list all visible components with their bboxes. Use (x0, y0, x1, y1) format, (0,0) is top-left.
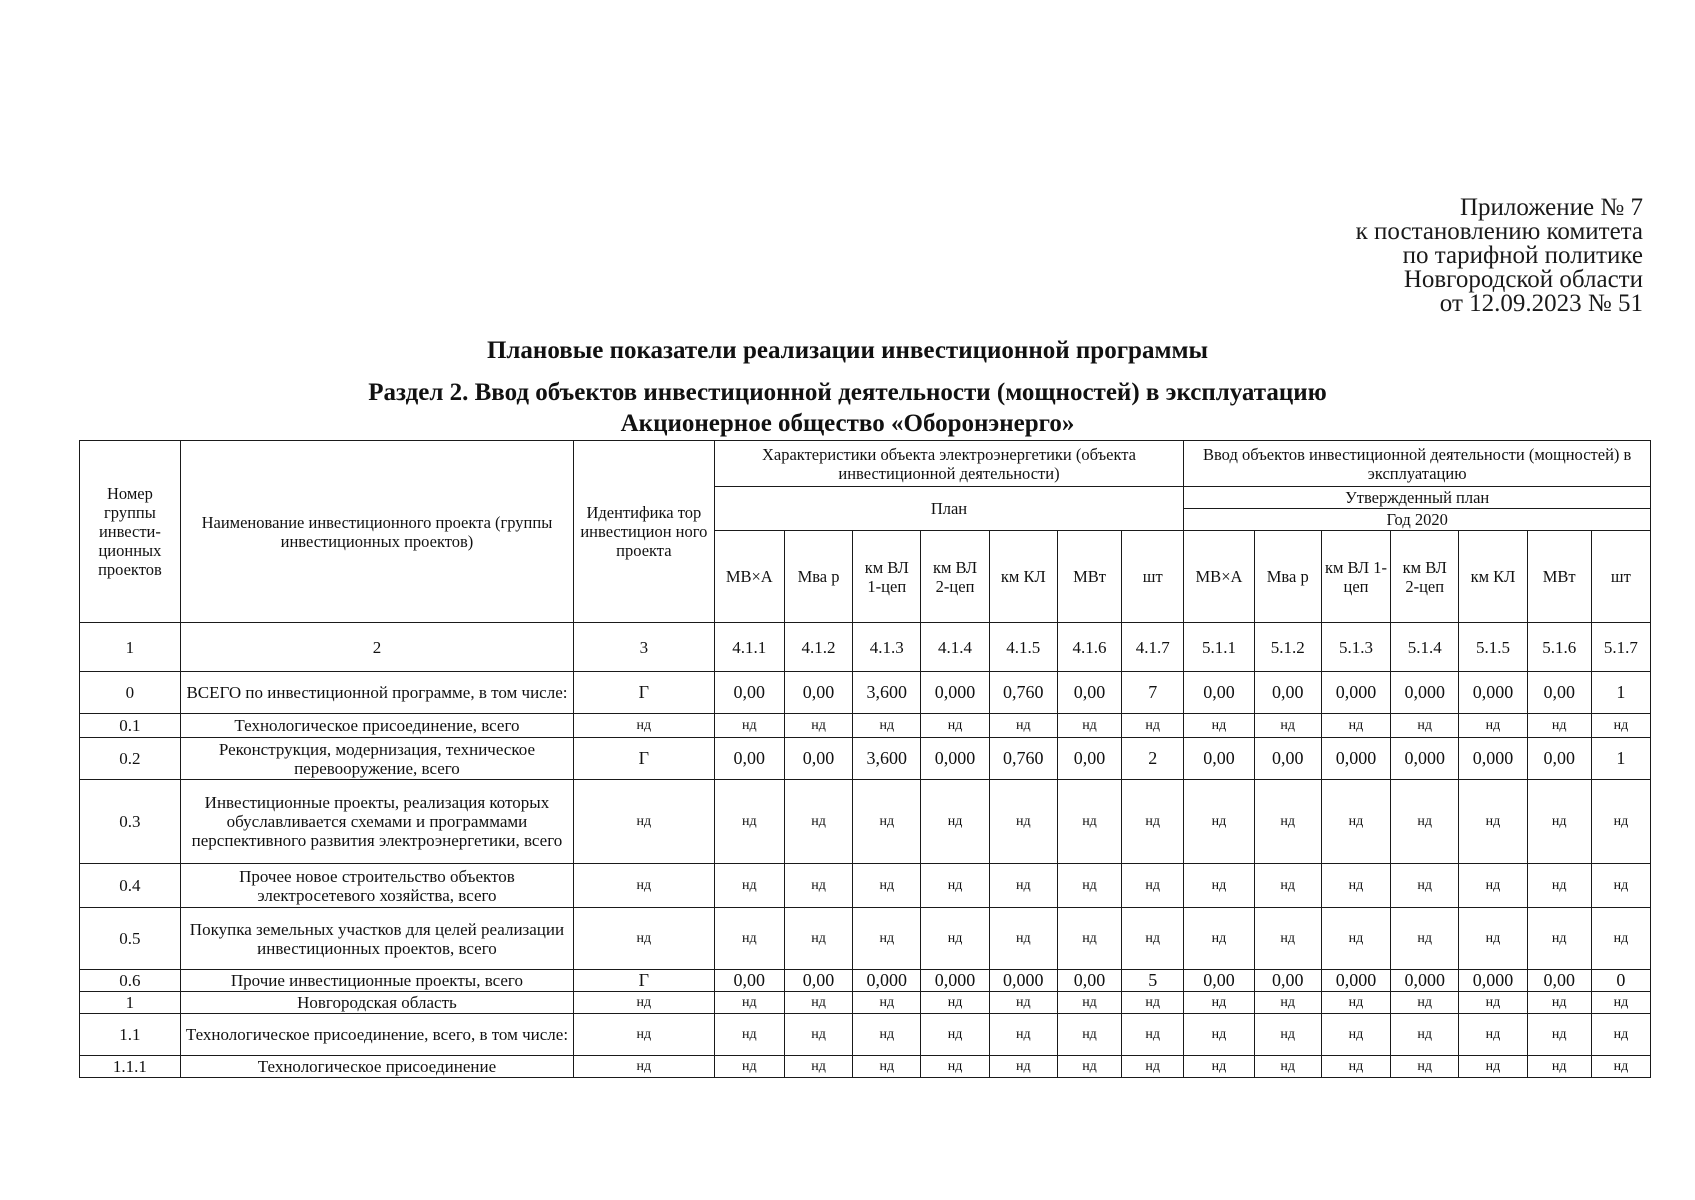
row-value: нд (1527, 864, 1591, 908)
row-value: 0,000 (1459, 970, 1527, 992)
table-row (80, 1056, 1651, 1078)
appendix-line: по тарифной политике (1402, 242, 1643, 269)
row-value: нд (1591, 992, 1650, 1014)
row-value: 0,00 (1057, 970, 1121, 992)
row-number: 0.5 (80, 908, 181, 970)
column-index-cell: 5.1.5 (1459, 623, 1527, 672)
row-value: нд (714, 1056, 784, 1078)
row-value: нд (1122, 908, 1184, 970)
row-value: 0 (1591, 970, 1650, 992)
column-index-cell: 4.1.4 (921, 623, 989, 672)
row-value: нд (1459, 780, 1527, 864)
row-project-name: Покупка земельных участков для целей реализации инвестиционных проектов, всего (180, 908, 573, 970)
row-value: 0,00 (1527, 738, 1591, 780)
row-identifier: нд (574, 992, 715, 1014)
column-index-cell: 5.1.1 (1184, 623, 1254, 672)
row-value: нд (784, 992, 852, 1014)
row-value: 3,600 (853, 672, 921, 714)
row-number: 0.3 (80, 780, 181, 864)
row-value: нд (1527, 992, 1591, 1014)
row-value: 0,760 (989, 738, 1057, 780)
row-value: 0,00 (714, 970, 784, 992)
row-value: 2 (1122, 738, 1184, 780)
row-value: 1 (1591, 738, 1650, 780)
row-value: нд (989, 1014, 1057, 1056)
table-row (80, 738, 1651, 780)
row-value: нд (1184, 908, 1254, 970)
row-value: нд (1459, 992, 1527, 1014)
row-value: нд (1254, 1056, 1321, 1078)
row-value: 0,760 (989, 672, 1057, 714)
header-unit: Мва р (1254, 531, 1321, 623)
row-value: 0,00 (1184, 970, 1254, 992)
row-value: 1 (1591, 672, 1650, 714)
row-value: нд (1184, 864, 1254, 908)
row-value: нд (1391, 1056, 1459, 1078)
header-unit: МВт (1527, 531, 1591, 623)
row-value: 0,000 (921, 738, 989, 780)
column-index-cell: 5.1.6 (1527, 623, 1591, 672)
header-unit: км КЛ (989, 531, 1057, 623)
row-value: нд (1321, 908, 1390, 970)
header-characteristics: Характеристики объекта электроэнергетики (объекта инвестиционной деятельности) (714, 441, 1184, 487)
row-value: нд (853, 714, 921, 738)
row-value: нд (921, 864, 989, 908)
row-value: 0,00 (1527, 672, 1591, 714)
row-value: нд (1459, 714, 1527, 738)
table-row (80, 908, 1651, 970)
row-value: 0,000 (1321, 672, 1390, 714)
header-unit: км ВЛ 2-цеп (921, 531, 989, 623)
appendix-block (1123, 196, 1643, 316)
row-value: 0,000 (1321, 970, 1390, 992)
row-value: нд (1254, 992, 1321, 1014)
header-unit: МВ×А (714, 531, 784, 623)
header-unit: шт (1122, 531, 1184, 623)
row-value: нд (1122, 714, 1184, 738)
table-row (80, 714, 1651, 738)
column-index-row (80, 623, 1651, 672)
column-index-cell: 4.1.5 (989, 623, 1057, 672)
column-index-cell: 5.1.7 (1591, 623, 1650, 672)
column-index-cell: 4.1.2 (784, 623, 852, 672)
header-unit: МВт (1057, 531, 1121, 623)
row-value: нд (1057, 714, 1121, 738)
row-identifier: нд (574, 908, 715, 970)
row-number: 0 (80, 672, 181, 714)
row-identifier: Г (574, 738, 715, 780)
header-unit: км ВЛ 1-цеп (1321, 531, 1390, 623)
header-commissioning: Ввод объектов инвестиционной деятельности (мощностей) в эксплуатацию (1184, 441, 1651, 487)
header-group-number: Номер группы инвести-ционных проектов (80, 441, 181, 623)
row-value: нд (1321, 1014, 1390, 1056)
row-number: 1.1 (80, 1014, 181, 1056)
row-value: нд (1459, 908, 1527, 970)
row-value: 0,000 (1459, 672, 1527, 714)
row-value: нд (1527, 1056, 1591, 1078)
row-value: нд (1122, 1014, 1184, 1056)
row-value: нд (1057, 780, 1121, 864)
row-value: нд (784, 864, 852, 908)
table-header (80, 441, 1651, 623)
row-identifier: нд (574, 780, 715, 864)
table-row (80, 672, 1651, 714)
row-value: 0,000 (921, 970, 989, 992)
appendix-line: от 12.09.2023 № 51 (1439, 290, 1643, 317)
row-value: нд (1254, 864, 1321, 908)
row-value: нд (989, 780, 1057, 864)
row-value: нд (1391, 1014, 1459, 1056)
row-value: 0,00 (1057, 672, 1121, 714)
header-unit: км ВЛ 1-цеп (853, 531, 921, 623)
row-value: нд (853, 908, 921, 970)
row-value: 0,00 (714, 672, 784, 714)
row-value: 7 (1122, 672, 1184, 714)
row-value: нд (921, 714, 989, 738)
row-value: нд (1391, 714, 1459, 738)
row-value: 0,00 (1184, 738, 1254, 780)
row-project-name: Прочие инвестиционные проекты, всего (180, 970, 573, 992)
row-value: нд (1321, 780, 1390, 864)
row-value: 0,000 (853, 970, 921, 992)
row-value: 3,600 (853, 738, 921, 780)
row-value: нд (989, 714, 1057, 738)
row-project-name: Технологическое присоединение, всего, в том числе: (180, 1014, 573, 1056)
row-value: нд (784, 1056, 852, 1078)
table-row (80, 1014, 1651, 1056)
row-value: 0,00 (1057, 738, 1121, 780)
row-value: нд (1527, 1014, 1591, 1056)
column-index-cell: 4.1.1 (714, 623, 784, 672)
column-index-cell: 4.1.3 (853, 623, 921, 672)
row-project-name: Инвестиционные проекты, реализация которых обуславливается схемами и программами перспективного развития электроэнергетики, всего (180, 780, 573, 864)
row-value: нд (1122, 780, 1184, 864)
row-number: 0.2 (80, 738, 181, 780)
row-value: нд (1254, 908, 1321, 970)
row-value: нд (714, 1014, 784, 1056)
row-number: 0.1 (80, 714, 181, 738)
row-value: 0,00 (784, 970, 852, 992)
row-number: 1.1.1 (80, 1056, 181, 1078)
row-value: нд (1122, 1056, 1184, 1078)
row-value: нд (1254, 714, 1321, 738)
row-value: нд (1591, 1056, 1650, 1078)
row-value: нд (784, 780, 852, 864)
row-value: нд (853, 864, 921, 908)
row-value: нд (853, 1056, 921, 1078)
table-row (80, 864, 1651, 908)
column-index-cell: 5.1.3 (1321, 623, 1390, 672)
row-value: нд (1057, 908, 1121, 970)
column-index-cell: 2 (180, 623, 573, 672)
column-index-cell: 5.1.4 (1391, 623, 1459, 672)
row-value: нд (1459, 1056, 1527, 1078)
row-project-name: Технологическое присоединение (180, 1056, 573, 1078)
row-value: нд (989, 1056, 1057, 1078)
row-value: нд (1057, 992, 1121, 1014)
row-project-name: ВСЕГО по инвестиционной программе, в том числе: (180, 672, 573, 714)
row-value: 0,000 (1459, 738, 1527, 780)
row-value: нд (1391, 864, 1459, 908)
header-unit: МВ×А (1184, 531, 1254, 623)
row-value: нд (714, 992, 784, 1014)
row-value: 0,000 (921, 672, 989, 714)
row-value: нд (1184, 992, 1254, 1014)
row-value: 0,00 (714, 738, 784, 780)
row-project-name: Прочее новое строительство объектов электросетевого хозяйства, всего (180, 864, 573, 908)
row-value: 0,00 (784, 738, 852, 780)
row-value: нд (1527, 714, 1591, 738)
row-value: нд (1591, 780, 1650, 864)
header-unit: км ВЛ 2-цеп (1391, 531, 1459, 623)
row-value: нд (1527, 908, 1591, 970)
column-index-cell: 1 (80, 623, 181, 672)
header-identifier: Идентифика тор инвестицион ного проекта (574, 441, 715, 623)
row-number: 0.6 (80, 970, 181, 992)
row-value: нд (1122, 864, 1184, 908)
row-value: нд (1184, 714, 1254, 738)
row-value: нд (989, 864, 1057, 908)
row-identifier: нд (574, 714, 715, 738)
row-value: нд (1591, 714, 1650, 738)
column-index-cell: 4.1.7 (1122, 623, 1184, 672)
row-value: нд (1057, 1014, 1121, 1056)
row-value: нд (784, 908, 852, 970)
column-index-cell: 3 (574, 623, 715, 672)
row-value: нд (921, 992, 989, 1014)
row-value: нд (1591, 1014, 1650, 1056)
row-value: нд (784, 714, 852, 738)
row-value: нд (921, 780, 989, 864)
row-value: нд (1254, 780, 1321, 864)
organization-title: Акционерное общество «Оборонэнерго» (620, 410, 1075, 437)
header-plan: План (714, 487, 1184, 531)
row-value: нд (1321, 864, 1390, 908)
appendix-line: Новгородской области (1403, 266, 1643, 293)
header-unit: шт (1591, 531, 1650, 623)
row-value: нд (989, 908, 1057, 970)
indicators-table (79, 440, 1651, 1078)
header-unit: км КЛ (1459, 531, 1527, 623)
row-value: нд (1057, 864, 1121, 908)
row-value: нд (1527, 780, 1591, 864)
table-row (80, 780, 1651, 864)
row-value: нд (714, 864, 784, 908)
row-identifier: нд (574, 864, 715, 908)
row-value: нд (921, 908, 989, 970)
row-value: нд (714, 780, 784, 864)
row-value: нд (1321, 992, 1390, 1014)
row-value: нд (1459, 1014, 1527, 1056)
table-row (80, 992, 1651, 1014)
row-value: 0,000 (1321, 738, 1390, 780)
row-identifier: нд (574, 1056, 715, 1078)
row-value: нд (1321, 1056, 1390, 1078)
row-value: 0,00 (784, 672, 852, 714)
row-value: нд (853, 1014, 921, 1056)
row-value: 0,000 (1391, 738, 1459, 780)
row-value: нд (921, 1014, 989, 1056)
row-value: нд (1184, 1056, 1254, 1078)
document-title: Плановые показатели реализации инвестиционной программы (486, 337, 1209, 364)
row-identifier: Г (574, 970, 715, 992)
row-project-name: Технологическое присоединение, всего (180, 714, 573, 738)
row-number: 1 (80, 992, 181, 1014)
row-identifier: нд (574, 1014, 715, 1056)
row-value: нд (1122, 992, 1184, 1014)
row-value: 0,00 (1184, 672, 1254, 714)
row-value: нд (714, 714, 784, 738)
section-title: Раздел 2. Ввод объектов инвестиционной деятельности (мощностей) в эксплуатацию (368, 379, 1327, 406)
column-index-cell: 5.1.2 (1254, 623, 1321, 672)
header-unit: Мва р (784, 531, 852, 623)
row-value: нд (1591, 908, 1650, 970)
row-project-name: Реконструкция, модернизация, техническое перевооружение, всего (180, 738, 573, 780)
row-value: 0,00 (1254, 738, 1321, 780)
header-year: Год 2020 (1184, 509, 1651, 531)
row-number: 0.4 (80, 864, 181, 908)
row-value: 0,000 (1391, 672, 1459, 714)
row-value: нд (853, 780, 921, 864)
row-value: нд (784, 1014, 852, 1056)
row-value: нд (1459, 864, 1527, 908)
header-project-name: Наименование инвестиционного проекта (группы инвестиционных проектов) (180, 441, 573, 623)
row-value: 0,00 (1527, 970, 1591, 992)
table-body (80, 623, 1651, 1078)
row-value: 0,000 (1391, 970, 1459, 992)
row-project-name: Новгородская область (180, 992, 573, 1014)
row-value: нд (1184, 1014, 1254, 1056)
row-identifier: Г (574, 672, 715, 714)
row-value: нд (1321, 714, 1390, 738)
row-value: 0,000 (989, 970, 1057, 992)
table-row (80, 970, 1651, 992)
row-value: 0,00 (1254, 970, 1321, 992)
header-approved-plan: Утвержденный план (1184, 487, 1651, 509)
row-value: нд (1254, 1014, 1321, 1056)
column-index-cell: 4.1.6 (1057, 623, 1121, 672)
row-value: нд (1391, 992, 1459, 1014)
row-value: нд (853, 992, 921, 1014)
appendix-line: Приложение № 7 (1459, 194, 1643, 221)
row-value: нд (1057, 1056, 1121, 1078)
appendix-line: к постановлению комитета (1355, 218, 1643, 245)
row-value: нд (989, 992, 1057, 1014)
row-value: нд (1391, 780, 1459, 864)
row-value: нд (1184, 780, 1254, 864)
row-value: 5 (1122, 970, 1184, 992)
row-value: нд (1391, 908, 1459, 970)
row-value: нд (714, 908, 784, 970)
row-value: 0,00 (1254, 672, 1321, 714)
row-value: нд (1591, 864, 1650, 908)
row-value: нд (921, 1056, 989, 1078)
